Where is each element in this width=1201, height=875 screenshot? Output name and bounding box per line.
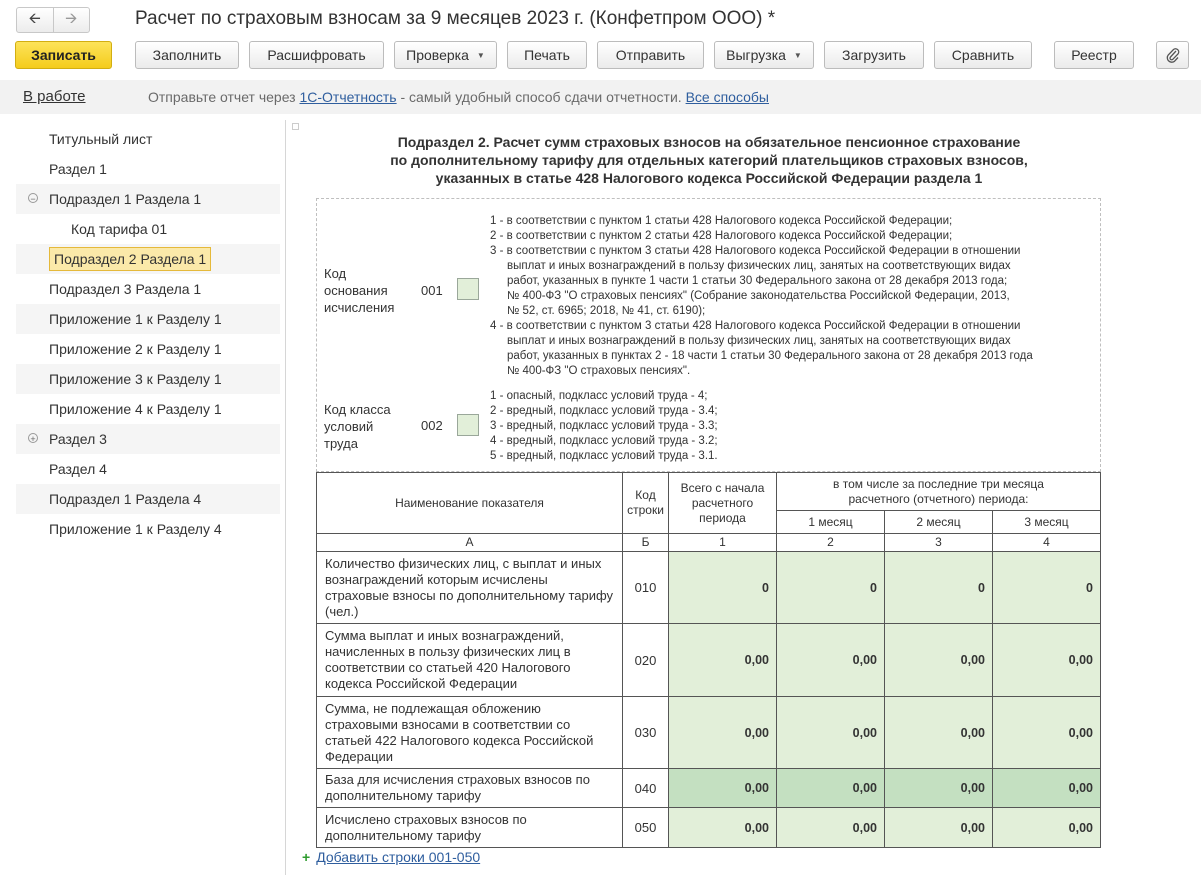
field-label-line: Код класса — [324, 402, 391, 417]
info-text-start: Отправьте отчет через — [148, 89, 300, 105]
title-bar — [0, 0, 1201, 38]
value-cell[interactable]: 0,00 — [669, 624, 777, 697]
value-cell[interactable]: 0,00 — [669, 697, 777, 769]
calculated-cell[interactable]: 0,00 — [993, 769, 1101, 808]
nav-group — [16, 7, 90, 33]
back-arrow-icon[interactable]: 🡨 — [17, 8, 54, 32]
sidebar-item-appendix-3-1[interactable] — [16, 364, 280, 394]
table-row — [317, 769, 1101, 808]
row-code: 040 — [623, 769, 669, 808]
note-line: выплат и иных вознаграждений в пользу физических лиц, занятых на соответствующих видах — [507, 335, 1011, 347]
forward-arrow-icon[interactable]: 🡪 — [65, 9, 78, 27]
sidebar-item-label: Подраздел 2 Раздела 1 — [49, 247, 211, 271]
collapse-icon[interactable]: − — [28, 193, 38, 203]
header-total: Всего с начала расчетного периода — [669, 473, 777, 534]
note-line: 5 - вредный, подкласс условий труда - 3.1. — [490, 450, 718, 462]
row-code: 010 — [623, 552, 669, 624]
send-button[interactable]: Отправить — [597, 41, 704, 69]
all-methods-link[interactable]: Все способы — [685, 89, 769, 105]
compare-button[interactable]: Сравнить — [934, 41, 1032, 69]
value-cell[interactable]: 0,00 — [777, 808, 885, 848]
sidebar-item-label: Приложение 1 к Разделу 1 — [49, 311, 222, 327]
header-row-code: Код строки — [623, 473, 669, 534]
row-name: Исчислено страховых взносов по дополнительному тарифу — [317, 808, 623, 848]
note-line: 4 - вредный, подкласс условий труда - 3.2; — [490, 435, 718, 447]
row-name: Количество физических лиц, с выплат и иных вознаграждений которым исчислены страховые взносы по дополнительному тарифу (чел.) — [317, 552, 623, 624]
field-001-code: 001 — [421, 283, 443, 298]
sidebar-item-label: Подраздел 1 Раздела 4 — [49, 491, 202, 507]
note-line: 4 - в соответствии с пунктом 3 статьи 428 Налогового кодекса Российской Федерации в отношении — [490, 320, 1021, 332]
scroll-marker — [292, 123, 299, 130]
column-index: А — [317, 534, 623, 552]
sidebar-item-label: Титульный лист — [49, 131, 153, 147]
value-cell[interactable]: 0,00 — [669, 808, 777, 848]
value-cell[interactable]: 0,00 — [885, 697, 993, 769]
sidebar-item-label: Подраздел 3 Раздела 1 — [49, 281, 202, 297]
note-line: № 52, ст. 6965; 2018, № 41, ст. 6190); — [507, 305, 706, 317]
sidebar-item-label: Раздел 4 — [49, 461, 107, 477]
sidebar-item-label: Приложение 1 к Разделу 4 — [49, 521, 222, 537]
header-month-3: 3 месяц — [993, 511, 1101, 534]
value-cell[interactable]: 0 — [777, 552, 885, 624]
header-indicator-name: Наименование показателя — [317, 473, 623, 534]
sidebar-item-label: Приложение 2 к Разделу 1 — [49, 341, 222, 357]
1c-reporting-link[interactable]: 1С-Отчетность — [299, 89, 397, 105]
calculation-basis-input[interactable] — [457, 278, 479, 300]
paperclip-icon — [1166, 47, 1180, 63]
row-code: 020 — [623, 624, 669, 697]
sidebar-item-appendix-1-4[interactable] — [16, 514, 280, 544]
field-label-line: основания — [324, 283, 388, 298]
calculated-cell[interactable]: 0,00 — [885, 769, 993, 808]
check-button[interactable] — [394, 41, 497, 69]
calculated-cell[interactable]: 0,00 — [777, 769, 885, 808]
row-code: 030 — [623, 697, 669, 769]
contributions-table — [316, 472, 1101, 848]
sidebar-item-label: Раздел 1 — [49, 161, 107, 177]
column-index: 4 — [993, 534, 1101, 552]
decode-button[interactable]: Расшифровать — [249, 41, 384, 69]
info-text-middle: - самый удобный способ сдачи отчетности. — [396, 89, 686, 105]
header-month-2: 2 месяц — [885, 511, 993, 534]
note-line: работ, указанных в пункте 1 части 1 статьи 30 Федерального закона от 28 декабря 2013 года; — [507, 275, 1008, 287]
plus-icon: + — [302, 849, 311, 865]
value-cell[interactable]: 0,00 — [993, 624, 1101, 697]
expand-icon[interactable]: + — [28, 433, 38, 443]
column-index: 2 — [777, 534, 885, 552]
value-cell[interactable]: 0,00 — [993, 697, 1101, 769]
header-last-three-months: в том числе за последние три месяца расчетного (отчетного) периода: — [777, 473, 1101, 511]
sidebar-item-label: Раздел 3 — [49, 431, 107, 447]
table-row — [317, 552, 1101, 624]
toolbar — [0, 38, 1201, 76]
value-cell[interactable]: 0,00 — [993, 808, 1101, 848]
note-line: 1 - в соответствии с пунктом 1 статьи 428 Налогового кодекса Российской Федерации; — [490, 215, 953, 227]
row-code: 050 — [623, 808, 669, 848]
column-index: 1 — [669, 534, 777, 552]
sidebar-item-tariff-code[interactable] — [16, 214, 280, 244]
note-line: № 400-ФЗ "О страховых пенсиях" (Собрание законодательства Российской Федерации, 2013, — [507, 290, 1010, 302]
row-name: Сумма выплат и иных вознаграждений, начисленных в пользу физических лиц в соответствии со статьей 420 Налогового кодекса Российской Федерации — [317, 624, 623, 697]
note-line: 2 - вредный, подкласс условий труда - 3.4; — [490, 405, 718, 417]
table-row — [317, 697, 1101, 769]
value-cell[interactable]: 0 — [993, 552, 1101, 624]
sidebar-item-label: Код тарифа 01 — [71, 221, 168, 237]
print-button[interactable]: Печать — [507, 41, 587, 69]
note-line: 2 - в соответствии с пунктом 2 статьи 428 Налогового кодекса Российской Федерации; — [490, 230, 953, 242]
field-label-line: труда — [324, 436, 358, 451]
table-row — [317, 624, 1101, 697]
form-heading-line: Подраздел 2. Расчет сумм страховых взносов на обязательное пенсионное страхование — [397, 134, 1021, 150]
chevron-down-icon: ▼ — [476, 50, 485, 60]
check-button-label: Проверка — [406, 47, 469, 63]
form-heading-line: указанных в статье 428 Налогового кодекса Российской Федерации раздела 1 — [435, 170, 983, 186]
sidebar-item-label: Подраздел 1 Раздела 1 — [49, 191, 202, 207]
sidebar-item-title-page[interactable] — [16, 124, 280, 154]
save-button[interactable]: Записать — [15, 41, 112, 69]
field-label-line: условий — [324, 419, 374, 434]
field-002-label — [324, 401, 391, 452]
note-line: 3 - вредный, подкласс условий труда - 3.3; — [490, 420, 718, 432]
column-index: Б — [623, 534, 669, 552]
sections-sidebar — [16, 124, 280, 544]
sidebar-item-label: Приложение 4 к Разделу 1 — [49, 401, 222, 417]
sidebar-item-subsection-3-1[interactable] — [16, 274, 280, 304]
working-conditions-class-input[interactable] — [457, 414, 479, 436]
calculated-cell[interactable]: 0,00 — [669, 769, 777, 808]
info-bar — [0, 80, 1201, 114]
export-button-label: Выгрузка — [726, 47, 786, 63]
column-index: 3 — [885, 534, 993, 552]
row-name: Сумма, не подлежащая обложению страховыми взносами в соответствии со статьей 422 Налогового кодекса Российской Федерации — [317, 697, 623, 769]
registry-button[interactable]: Реестр — [1054, 41, 1134, 69]
sidebar-item-subsection-1-1[interactable] — [16, 184, 280, 214]
export-button[interactable] — [714, 41, 814, 69]
note-line: № 400-ФЗ "О страховых пенсиях". — [507, 365, 691, 377]
field-label-line: исчисления — [324, 300, 395, 315]
value-cell[interactable]: 0,00 — [777, 624, 885, 697]
sidebar-item-appendix-2-1[interactable] — [16, 334, 280, 364]
sidebar-item-section-1[interactable] — [16, 154, 280, 184]
field-001-label — [324, 265, 394, 316]
panel-divider[interactable] — [285, 120, 286, 875]
status-link[interactable]: В работе — [23, 88, 86, 105]
row-name: База для исчисления страховых взносов по дополнительному тарифу — [317, 769, 623, 808]
header-month-1: 1 месяц — [777, 511, 885, 534]
sidebar-item-appendix-4-1[interactable] — [16, 394, 280, 424]
field-002-code: 002 — [421, 418, 443, 433]
note-line: работ, указанных в пунктах 2 - 18 части 1 статьи 30 Федерального закона от 28 декабря 2013 года — [507, 350, 1033, 362]
sidebar-item-subsection-1-4[interactable] — [16, 484, 280, 514]
add-rows-link[interactable]: Добавить строки 001-050 — [316, 849, 481, 865]
window-title: Расчет по страховым взносам за 9 месяцев 2023 г. (Конфетпром ООО) * — [135, 8, 776, 29]
value-cell[interactable]: 0 — [669, 552, 777, 624]
attachment-button[interactable] — [1156, 41, 1189, 69]
sidebar-item-section-3[interactable] — [16, 424, 280, 454]
sidebar-item-subsection-2-1[interactable] — [16, 244, 280, 274]
fill-button[interactable]: Заполнить — [135, 41, 239, 69]
form-heading — [300, 133, 1118, 187]
value-cell[interactable]: 0,00 — [885, 624, 993, 697]
sidebar-item-section-4[interactable] — [16, 454, 280, 484]
note-line: выплат и иных вознаграждений в пользу физических лиц, занятых на соответствующих видах — [507, 260, 1011, 272]
note-line: 3 - в соответствии с пунктом 3 статьи 428 Налогового кодекса Российской Федерации в отношении — [490, 245, 1021, 257]
import-button[interactable]: Загрузить — [824, 41, 924, 69]
value-cell[interactable]: 0 — [885, 552, 993, 624]
value-cell[interactable]: 0,00 — [777, 697, 885, 769]
info-text — [148, 89, 769, 105]
value-cell[interactable]: 0,00 — [885, 808, 993, 848]
field-002-notes — [490, 389, 718, 464]
chevron-down-icon: ▼ — [793, 50, 802, 60]
form-heading-line: по дополнительному тарифу для отдельных категорий плательщиков страховых взносов, — [390, 152, 1028, 168]
sidebar-item-appendix-1-1[interactable] — [16, 304, 280, 334]
field-001-notes — [490, 214, 1033, 379]
add-rows-control[interactable] — [302, 849, 480, 865]
field-label-line: Код — [324, 266, 347, 281]
note-line: 1 - опасный, подкласс условий труда - 4; — [490, 390, 708, 402]
sidebar-item-label: Приложение 3 к Разделу 1 — [49, 371, 222, 387]
table-row — [317, 808, 1101, 848]
